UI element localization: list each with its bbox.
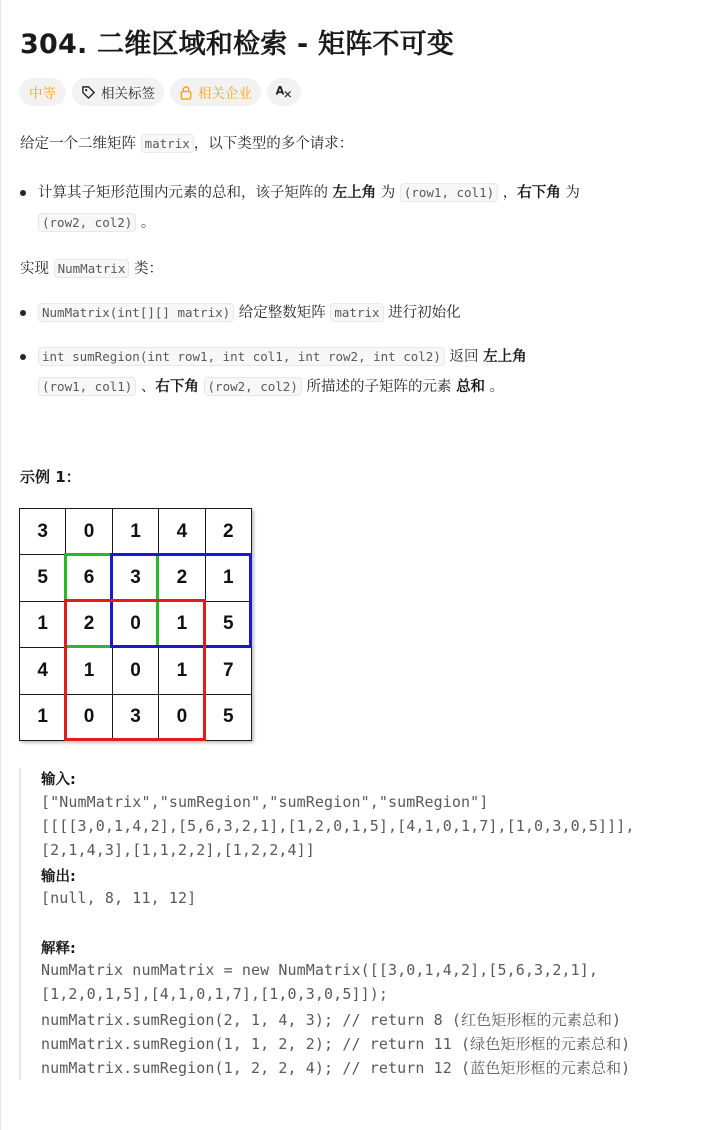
matrix-row: [20, 694, 252, 740]
matrix-cell: 3: [112, 694, 158, 740]
matrix-cell: 1: [112, 509, 158, 555]
explanation-line: numMatrix.sumRegion(1, 1, 2, 2); // return 11 (绿色矩形框的元素总和): [41, 1035, 631, 1053]
matrix-cell: 1: [66, 648, 112, 694]
explanation-line: numMatrix.sumRegion(1, 2, 2, 4); // return 12 (蓝色矩形框的元素总和): [41, 1059, 631, 1077]
explanation-line: NumMatrix numMatrix = new NumMatrix([[3,0,1,4,2],[5,6,3,2,1],: [41, 961, 598, 979]
tag-icon: [81, 85, 96, 100]
matrix-cell: 7: [205, 648, 251, 694]
bullet-1-line-1: 计算其子矩形范围内元素的总和，该子矩阵的 左上角 为 (row1, col1) ，右下角 为: [38, 185, 580, 201]
explanation-line: [1,2,0,1,5],[4,1,0,1,7],[1,0,3,0,5]]);: [41, 985, 388, 1003]
input-line: [[[[3,0,1,4,2],[5,6,3,2,1],[1,2,0,1,5],[4,1,0,1,7],[1,0,3,0,5]]],: [41, 817, 635, 835]
bullet-2: NumMatrix(int[][] matrix) 给定整数矩阵 matrix 进行初始化: [38, 302, 461, 324]
problem-title: 304. 二维区域和检索 - 矩阵不可变: [20, 29, 455, 60]
lock-icon: [179, 85, 193, 100]
matrix-cell: 0: [66, 509, 112, 555]
matrix-cell: 3: [112, 555, 158, 601]
matrix-row: [20, 509, 252, 555]
matrix-cell: 2: [159, 555, 205, 601]
example-matrix-image: [19, 508, 253, 742]
input-line: ["NumMatrix","sumRegion","sumRegion","sumRegion"]: [41, 793, 489, 811]
matrix-cell: 1: [20, 601, 66, 647]
matrix-cell: 0: [159, 694, 205, 740]
matrix-row: [20, 555, 252, 601]
matrix-cell: 5: [205, 694, 251, 740]
bullet-3-line-1: int sumRegion(int row1, int col1, int row2, int col2) 返回 左上角: [38, 346, 527, 368]
code-matrix: matrix: [141, 134, 194, 153]
matrix-cell: 2: [205, 509, 251, 555]
matrix-cell: 1: [159, 601, 205, 647]
matrix-cell: 5: [20, 555, 66, 601]
input-label: 输入:: [41, 772, 76, 788]
matrix-cell: 3: [20, 509, 66, 555]
matrix-grid: [19, 508, 252, 741]
implement-paragraph: 实现 NumMatrix 类：: [20, 261, 163, 277]
bullet-dot: [20, 310, 26, 316]
matrix-cell: 0: [112, 648, 158, 694]
bullet-1-line-2: (row2, col2) 。: [38, 212, 155, 234]
explanation-label: 解释:: [41, 941, 76, 957]
related-companies-label: 相关企业: [198, 86, 252, 102]
bullet-dot: [20, 190, 26, 196]
tag-bar: [19, 78, 301, 106]
bullet-dot: [20, 354, 26, 360]
related-tags-button[interactable]: [72, 78, 164, 106]
matrix-row: [20, 648, 252, 694]
matrix-cell: 1: [159, 648, 205, 694]
matrix-cell: 5: [205, 601, 251, 647]
intro-paragraph: 给定一个二维矩阵 matrix ，以下类型的多个请求：: [20, 136, 354, 152]
example-title: 示例 1：: [20, 468, 81, 486]
left-divider: [0, 0, 1, 1130]
example-code-block: [19, 768, 709, 1080]
matrix-cell: 0: [66, 694, 112, 740]
matrix-row: [20, 601, 252, 647]
output-line: [null, 8, 11, 12]: [41, 889, 197, 907]
matrix-cell: 0: [112, 601, 158, 647]
translate-icon: [275, 83, 293, 102]
matrix-cell: 1: [205, 555, 251, 601]
svg-text:A: A: [275, 83, 285, 97]
related-companies-button[interactable]: [170, 78, 261, 106]
matrix-cell: 6: [66, 555, 112, 601]
bullet-3-line-2: (row1, col1) 、右下角 (row2, col2) 所描述的子矩阵的元素 总和 。: [38, 376, 504, 398]
input-line: [2,1,4,3],[1,1,2,2],[1,2,2,4]]: [41, 841, 315, 859]
matrix-cell: 4: [20, 648, 66, 694]
matrix-cell: 4: [159, 509, 205, 555]
matrix-cell: 1: [20, 694, 66, 740]
output-label: 输出:: [41, 869, 76, 885]
matrix-cell: 2: [66, 601, 112, 647]
related-tags-label: 相关标签: [101, 86, 155, 102]
difficulty-badge[interactable]: 中等: [19, 78, 66, 106]
explanation-line: numMatrix.sumRegion(2, 1, 4, 3); // return 8 (红色矩形框的元素总和): [41, 1011, 622, 1029]
translate-button[interactable]: [267, 78, 301, 106]
